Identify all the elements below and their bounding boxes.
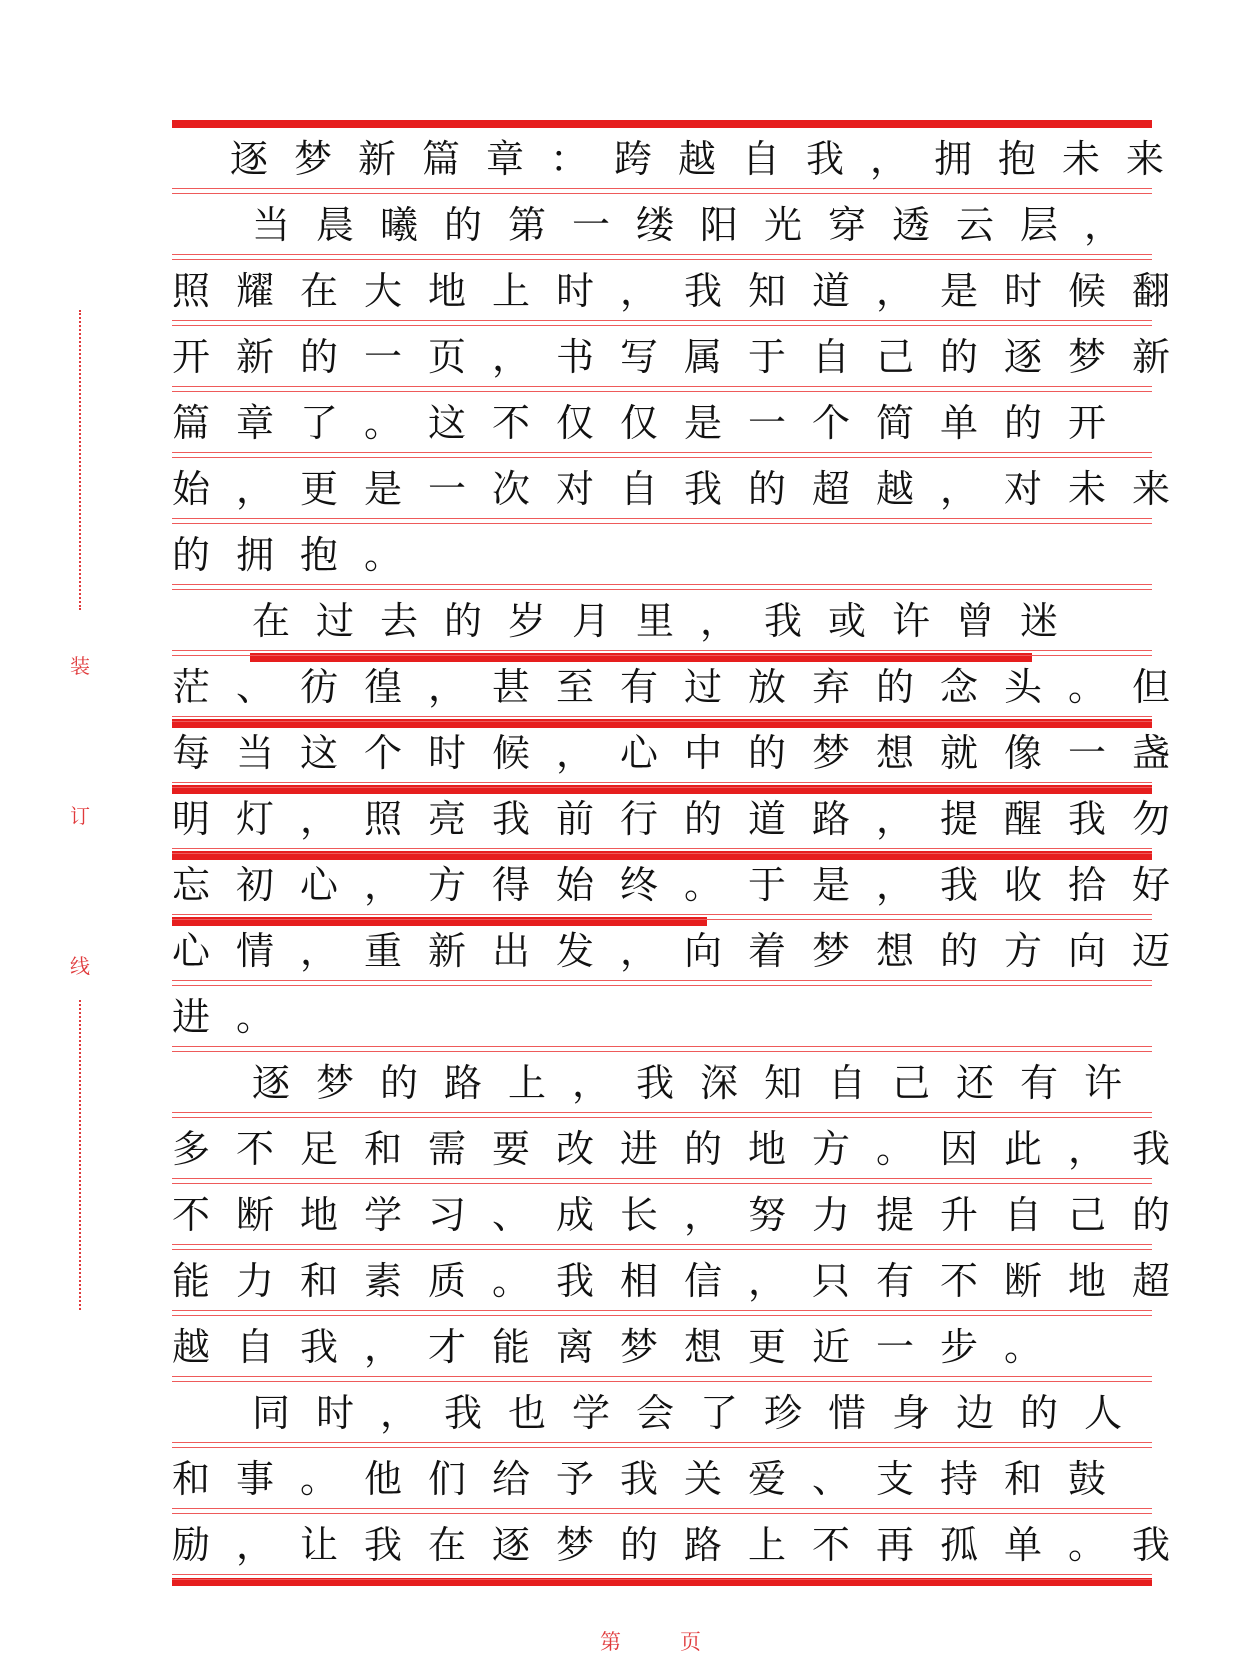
- line-text: 照耀在大地上时，我知道，是时候翻: [172, 269, 1197, 313]
- text-line: [172, 986, 1152, 1052]
- line-text: 篇章了。这不仅仅是一个简单的开: [172, 401, 1133, 445]
- text-line: [172, 392, 1152, 458]
- text-line: [172, 722, 1197, 788]
- line-text: 在过去的岁月里，我或许曾迷: [252, 599, 1085, 643]
- text-line: [172, 1514, 1197, 1580]
- text-line: [172, 524, 1152, 590]
- text-line: [172, 260, 1197, 326]
- line-text: 和事。他们给予我关爱、支持和鼓: [172, 1457, 1133, 1501]
- line-text: 明灯，照亮我前行的道路，提醒我勿: [172, 797, 1197, 841]
- binding-dots-bottom: [79, 1000, 81, 1310]
- line-text: 每当这个时候，心中的梦想就像一盏: [172, 731, 1197, 775]
- line-text: 当晨曦的第一缕阳光穿透云层，: [252, 203, 1149, 247]
- footer-page-prefix: 第: [600, 1630, 621, 1654]
- line-text: 越自我，才能离梦想更近一步。: [172, 1325, 1069, 1369]
- line-text: 茫、彷徨，甚至有过放弃的念头。但: [172, 665, 1197, 709]
- text-line: [172, 1118, 1197, 1184]
- text-line: [172, 1316, 1152, 1382]
- text-line: [172, 1052, 1152, 1118]
- text-line: [172, 1184, 1197, 1250]
- line-text: 逐梦的路上，我深知自己还有许: [252, 1061, 1149, 1105]
- line-text: 能力和素质。我相信，只有不断地超: [172, 1259, 1197, 1303]
- line-text: 的拥抱。: [172, 533, 429, 577]
- binding-char-1: 装: [70, 654, 90, 678]
- text-line: [172, 326, 1197, 392]
- text-line: [172, 1448, 1152, 1514]
- text-line: [172, 920, 1197, 986]
- binding-line: [60, 310, 100, 1310]
- text-line: [172, 590, 1152, 656]
- line-text: 心情，重新出发，向着梦想的方向迈: [172, 929, 1197, 973]
- essay-title: 逐梦新篇章：跨越自我，拥抱未来: [230, 137, 1191, 181]
- line-text: 多不足和需要改进的地方。因此，我: [172, 1127, 1197, 1171]
- line-text: 进。: [172, 995, 301, 1039]
- binding-dots-top: [79, 310, 81, 610]
- binding-char-3: 线: [70, 954, 90, 978]
- text-line: [172, 194, 1152, 260]
- text-line: [172, 1250, 1197, 1316]
- text-line: [172, 854, 1197, 920]
- footer-page-suffix: 页: [680, 1630, 701, 1654]
- line-text: 开新的一页，书写属于自己的逐梦新: [172, 335, 1197, 379]
- line-text: 不断地学习、成长，努力提升自己的: [172, 1193, 1197, 1237]
- binding-char-2: 订: [70, 804, 90, 828]
- lined-paper: [172, 120, 1197, 1586]
- title-row: [172, 128, 1191, 194]
- line-text: 同时，我也学会了珍惜身边的人: [252, 1391, 1149, 1435]
- text-line: [172, 656, 1197, 722]
- line-text: 忘初心，方得始终。于是，我收拾好: [172, 863, 1197, 907]
- line-text: 始，更是一次对自我的超越，对未来: [172, 467, 1197, 511]
- text-line: [172, 788, 1197, 854]
- line-text: 励，让我在逐梦的路上不再孤单。我: [172, 1523, 1197, 1567]
- text-line: [172, 1382, 1152, 1448]
- text-line: [172, 458, 1197, 524]
